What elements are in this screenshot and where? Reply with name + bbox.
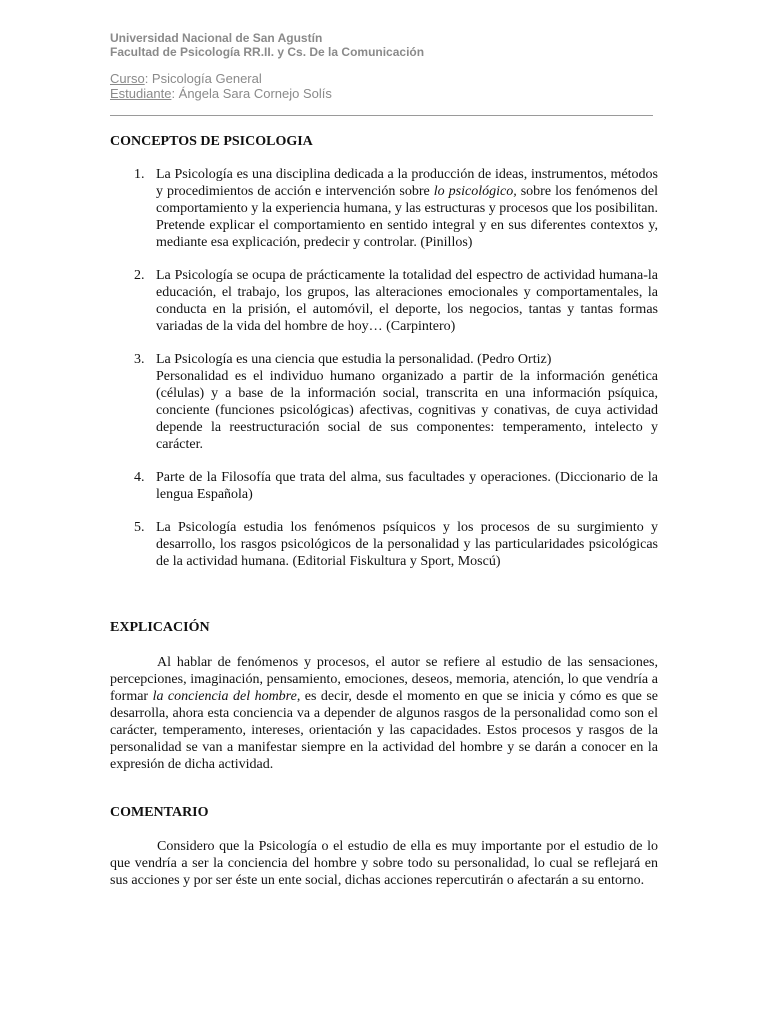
paragraph-emphasis: la conciencia del hombre [152, 689, 297, 704]
paragraph-text-part: , es decir, desde el momento en que se inicia y cómo es que se desarrolla, ahora esta conciencia va a depender de algunos rasgos de la personalidad como son el carácter, temperamento, intereses, orientación y las capacidades. Estos procesos y rasgos de la personalidad se van a manifestar siempre en la actividad del hombre y se darán a conocer en la expresión de dicha actividad. [110, 689, 659, 772]
list-item [110, 166, 658, 251]
header-divider [110, 115, 653, 116]
comment-paragraph: Considero que la Psicología o el estudio de ella es muy importante por el estudio de lo que vendría a ser la conciencia del hombre y sobre todo su personalidad, lo cual se reflejará en sus acciones y por ser éste un ente social, dichas acciones repercutirán o afectarán a su entorno. [110, 839, 658, 888]
paragraph-text-part: Al hablar de fenómenos y procesos, el autor se refiere al estudio de las sensaciones, percepciones, imaginación, pensamiento, emociones, deseos, memoria, atención, lo que vendría a formar [110, 655, 658, 704]
list-item-text: Parte de la Filosofía que trata del alma, sus facultades y operaciones. (Diccionario de la lengua Española) [156, 470, 658, 502]
list-item-number: 1. [134, 167, 145, 182]
explanation-heading: EXPLICACIÓN [110, 620, 210, 635]
explanation-paragraph [110, 654, 658, 773]
student-line [110, 86, 332, 101]
list-item [110, 351, 658, 453]
course-label: Curso [110, 71, 145, 86]
list-item-text [156, 167, 658, 250]
list-item-emphasis: lo psicológico, [433, 184, 517, 199]
list-item [110, 267, 658, 335]
list-item-text: La Psicología estudia los fenómenos psíquicos y los procesos de su surgimiento y desarrollo, los rasgos psicológicos de la personalidad y las particularidades psicológicas de la actividad humana. (Editorial Fiskultura y Sport, Moscú) [156, 520, 658, 569]
student-label: Estudiante [110, 86, 172, 101]
list-item-number: 2. [134, 268, 145, 283]
list-item-number: 5. [134, 520, 145, 535]
list-item-text: La Psicología es una ciencia que estudia la personalidad. (Pedro Ortiz) [156, 352, 552, 367]
list-item-text-part: sobre los fenómenos del comportamiento y la experiencia humana, y las estructuras y procesos que los posibilitan. Pretende explicar el comportamiento en sentido integral y en sus diferentes contextos y, mediante esa explicación, predecir y controlar. (Pinillos) [156, 184, 658, 250]
list-item-number: 4. [134, 470, 145, 485]
comment-heading: COMENTARIO [110, 805, 209, 820]
concepts-list [110, 166, 658, 586]
concepts-heading: CONCEPTOS DE PSICOLOGIA [110, 134, 313, 149]
list-item-text: Personalidad es el individuo humano organizado a partir de la información genética (células) y a base de la información social, transcrita en una información psíquica, conciente (funciones psicológicas) afectivas, cognitivas y conativas, de cuya actividad depende la reestructuración social de sus componentes: temperamento, intelecto y carácter. [156, 369, 658, 452]
course-value: : Psicología General [144, 71, 262, 86]
list-item-text: La Psicología se ocupa de prácticamente la totalidad del espectro de actividad humana-la educación, el trabajo, los grupos, las alteraciones emocionales y comportamentales, la conducta en la prisión, el automóvil, el deporte, los negocios, tantas y tantas formas variadas de la vida del hombre de hoy… (Carpintero) [156, 268, 658, 334]
student-value: : Ángela Sara Cornejo Solís [171, 86, 332, 101]
list-item [110, 469, 658, 503]
list-item-number: 3. [134, 352, 145, 367]
list-item [110, 519, 658, 570]
course-line [110, 71, 262, 86]
university-name: Universidad Nacional de San Agustín [110, 31, 323, 45]
list-item-text-part: La Psicología es una disciplina dedicada a la producción de ideas, instrumentos, métodos y procedimientos de acción e intervención sobre [156, 167, 658, 199]
faculty-name: Facultad de Psicología RR.II. y Cs. De la Comunicación [110, 45, 425, 59]
